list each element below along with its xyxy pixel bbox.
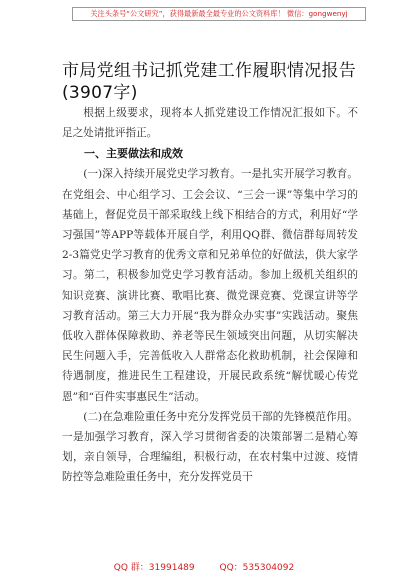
- paragraph-1: (一)深入持续开展党史学习教育。一是扎实开展学习教育。在党组会、中心组学习、工会会议、“三会一课”等集中学习的基础上，督促党员干部采取线上线下相结合的方式，利用好“学习强国”等APP等载体开展自学，利用QQ群、微信群每周转发2-3篇党史学习教育的优秀文章和兄弟单位的好做法，供大家学习。第二，积极参加党史学习教育活动。参加上级机关组织的知识竞赛、演讲比赛、歌唱比赛、微党课竞赛、党课宣讲等学习教育活动。第三大力开展“我为群众办实事”实践活动。聚焦低收入群体保障救助、养老等民生领域突出问题，从切实解决民生问题入手，完善低收入人群常态化救助机制，社会保障和待遇制度，推进民生工程建设，开展民政系统“解忧暖心传党恩”和“百件实事惠民生”活动。: [62, 168, 358, 403]
- promo-banner: 关注头条号“公文研究”，获得最新最全最专业的公文资料库！ 微信：gongwenyj: [72, 7, 366, 21]
- footer-qq: QQ：535304092: [219, 563, 295, 573]
- contact-footer: [0, 560, 408, 573]
- title-main: 市局党组书记抓党建工作履职情况报告: [62, 61, 357, 81]
- section-heading: 一、主要做法和成效: [84, 147, 183, 161]
- document-title: [62, 60, 382, 104]
- intro-paragraph: 根据上级要求，现将本人抓党建设工作情况汇报如下。不足之处请批评指正。: [62, 107, 358, 140]
- title-word-count: (3907字): [62, 83, 138, 103]
- document-body: [62, 103, 358, 488]
- paragraph-2: (二)在急难险重任务中充分发挥党员干部的先锋模范作用。一是加强学习教育，深入学习贯彻省委的决策部署二是精心筹划，亲自领导，合理编组，积极行动，在农村集中过渡、疫情防控等急难险重任务中，充分发挥党员干: [62, 410, 358, 484]
- footer-qq-group: QQ 群：31991489: [113, 563, 195, 573]
